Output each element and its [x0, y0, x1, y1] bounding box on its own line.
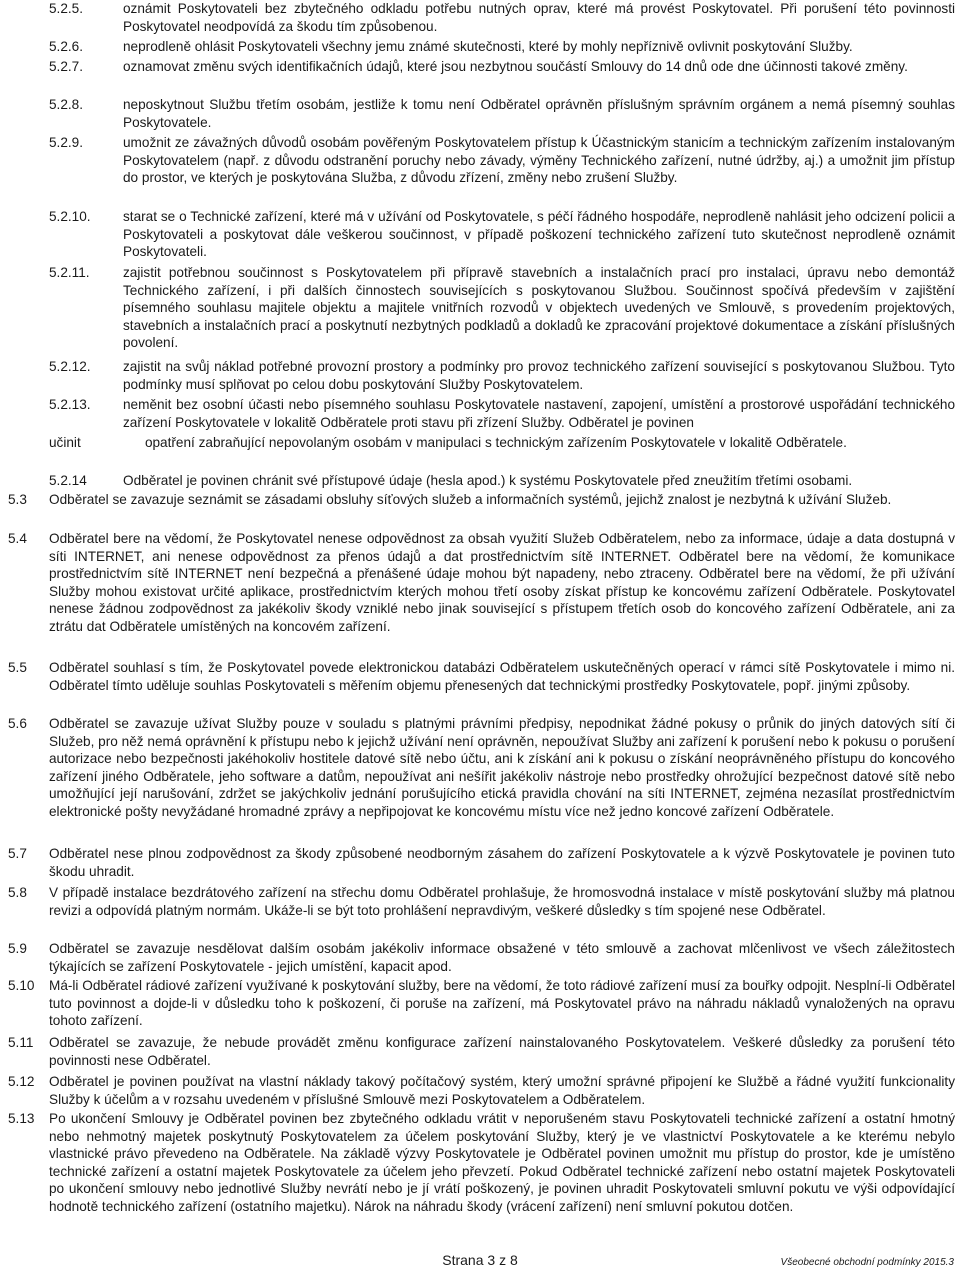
section-number: 5.11 [8, 1035, 34, 1050]
section-number: 5.8 [8, 885, 27, 900]
item-text: umožnit ze závažných důvodů osobám pověřeným Poskytovatelem přístup k Účastnickým stanicím a technickým zařízením instalovaným Poskytovatelem (např. z důvodu odstranění poruchy nebo závady, výměny Technického zařízení, nutné údržby, aj.) a umožnit jim přístup do prostor, ve kterých je poskytována Služba, z důvodu zřízení, změny nebo zrušení Služby. [123, 135, 955, 186]
item-number: 5.2.14 [49, 473, 87, 488]
item-text: Odběratel je povinen chránit své přístupové údaje (hesla apod.) k systému Poskytovatele před zneužitím třetími osobami. [123, 473, 853, 488]
section-text: Odběratel se zavazuje užívat Služby pouze v souladu s platnými právními předpisy, nepodnikat žádné pokusy o průnik do jiných datových sítí či Služeb, pro něž nemá oprávnění k přístupu nebo k jejichž užívání není oprávněn, nepoužívat Služby ani zařízení k porušení nebo k pokusu o porušení autorizace nebo bezpečnosti jakéhokoliv hostitele datové sítě nebo účtu, ani k získání ani k pokusu o získání neoprávněného přístupu do koncového zařízení jiného Odběratele, jeho software a datům, nepoužívat ani nešířit jakékoliv nástroje nebo prostředky ohrožující bezpečnost datové sítě nebo umožňující její narušování, zdržet se jakýchkoliv jednání porušujícího etická pravidla chování na síti INTERNET, zejména nezasílat prostřednictvím elektronické pošty nevyžádané hromadné zprávy a nepřipojovat ke koncovému místu více než jedno koncové zařízení Odběratele. [49, 716, 955, 819]
section-text: Odběratel bere na vědomí, že Poskytovatel nenese odpovědnost za obsah využití Služeb Odběratelem, nebo za informace, údaje a data dostupná v síti INTERNET, ani nenese odpovědnost za přenos údajů a dat prostřednictvím sítě INTERNET. Odběratel bere na vědomí, že komunikace prostřednictvím sítě INTERNET není bezpečná a přenášené údaje mohou být napadeny, nebo ztraceny. Odběratel bere na vědomí, že při užívání Služby mohou existovat určité aplikace, prostřednictvím kterých mohou třetí osoby získat přístup ke koncovému zařízení Odběratele. Poskytovatel nenese žádnou zodpovědnost za jakékoliv škody vzniklé nebo jinak související s přístupem třetích osob do koncového zařízení Odběratele, ani za ztrátu dat Odběratele umístěných na koncovém zařízení. [49, 531, 955, 634]
item-number: 5.2.7. [49, 59, 84, 74]
item-text: neposkytnout Službu třetím osobám, jestliže k tomu není Odběratel oprávněn příslušným správním orgánem a nemá písemný souhlas Poskytovatele. [123, 97, 955, 130]
item-number: 5.2.10. [49, 209, 91, 224]
item-text: neprodleně ohlásit Poskytovateli všechny jemu známé skutečnosti, které by mohly nepříznivě ovlivnit poskytování Služby. [123, 39, 853, 54]
section-text: Odběratel nese plnou zodpovědnost za škody způsobené neodborným zásahem do zařízení Poskytovatele a k výzvě Poskytovatele je povinen tuto škodu uhradit. [49, 846, 955, 879]
section-text: Odběratel je povinen používat na vlastní náklady takový počítačový systém, který umožní správné připojení ke Službě a řádné využití funkcionality Služby k účelům a v rozsahu uvedeném v příslušné Smlouvě mezi Poskytovatelem a Odběratelem. [49, 1074, 955, 1107]
section-number: 5.7 [8, 846, 27, 861]
item-text: oznámit Poskytovateli bez zbytečného odkladu potřebu nutných oprav, které má provést Poskytovatel. Při porušení této povinnosti Poskytovatel neodpovídá za škodu tím způsobenou. [123, 1, 955, 34]
item-number: 5.2.9. [49, 135, 84, 150]
item-number: 5.2.8. [49, 97, 84, 112]
item-number: 5.2.13. [49, 397, 91, 412]
section-number: 5.5 [8, 660, 27, 675]
section-number: 5.9 [8, 941, 27, 956]
section-text: Odběratel se zavazuje, že nebude provádět změnu konfigurace zařízení nainstalovaného Poskytovatelem. Veškeré důsledky za porušení této povinnosti nese Odběratel. [49, 1035, 955, 1068]
item-number: 5.2.11. [49, 265, 90, 280]
item-text: oznamovat změnu svých identifikačních údajů, které jsou nezbytnou součástí Smlouvy do 14 dnů ode dne účinnosti takové změny. [123, 59, 908, 74]
item-text-continuation: učinit opatření zabraňující nepovolaným osobám v manipulaci s technickým zařízením Poskytovatele v lokalitě Odběratele. [49, 435, 847, 450]
section-text: Odběratel se zavazuje nesdělovat dalším osobám jakékoliv informace obsažené v této smlouvě a zachovat mlčenlivost ve všech záležitostech týkajících se zařízení Poskytovatele - jejich umístění, kapacit apod. [49, 941, 955, 974]
document-version: Všeobecné obchodní podmínky 2015.3 [780, 1257, 954, 1268]
section-number: 5.4 [8, 531, 27, 546]
item-number: 5.2.5. [49, 1, 84, 16]
item-number: 5.2.6. [49, 39, 84, 54]
section-number: 5.3 [8, 492, 27, 507]
item-text: zajistit na svůj náklad potřebné provozní prostory a podmínky pro provoz technického zařízení související s poskytovanou Službou. Tyto podmínky musí splňovat po celou dobu poskytování Služby Poskytovatelem. [123, 359, 955, 392]
section-text: Má-li Odběratel rádiové zařízení využívané k poskytování služby, bere na vědomí, že toto rádiové zařízení musí za bouřky odpojit. Nesplní-li Odběratel tuto povinnost a dojde-li v důsledku toho k poškození, či poruše na zařízení, má Poskytovatel právo na náhradu nákladů vynaložených na opravu tohoto zařízení. [49, 978, 955, 1029]
item-number: 5.2.12. [49, 359, 91, 374]
section-text: V případě instalace bezdrátového zařízení na střechu domu Odběratel prohlašuje, že hromosvodná instalace v místě poskytování služby má platnou revizi a odpovídá platným normám. Ukáže-li se být toto prohlášení nepravdivým, veškeré důsledky s tím spojené nese Odběratel. [49, 885, 955, 918]
item-text: neměnit bez osobní účasti nebo písemného souhlasu Poskytovatele nastavení, zapojení, umístění a prostorové uspořádání technického zařízení Poskytovatele v lokalitě Odběratele proti stavu při zřízení Služby. Odběratel je povinen [123, 397, 955, 430]
section-text: Odběratel souhlasí s tím, že Poskytovatel povede elektronickou databázi Odběratelem uskutečněných operací v rámci sítě Poskytovatele i mimo ni. Odběratel tímto uděluje souhlas Poskytovateli s měřením objemu přenesených dat technickými prostředky Poskytovatele, popř. jinými způsoby. [49, 660, 955, 693]
item-text: starat se o Technické zařízení, které má v užívání od Poskytovatele, s péčí řádného hospodáře, neprodleně nahlásit jeho odcizení policii a Poskytovateli a poskytovat dále veškerou součinnost, v případě poškození technického zařízení tuto skutečnost neprodleně oznámit Poskytovateli. [123, 209, 955, 260]
section-number: 5.12 [8, 1074, 35, 1089]
section-number: 5.13 [8, 1111, 35, 1126]
section-text: Odběratel se zavazuje seznámit se zásadami obsluhy síťových služeb a informačních systémů, jejichž znalost je nezbytná k užívání Služeb. [49, 492, 892, 507]
page-number: Strana 3 z 8 [442, 1252, 518, 1268]
section-number: 5.6 [8, 716, 27, 731]
item-text: zajistit potřebnou součinnost s Poskytovatelem při přípravě stavebních a instalačních prací pro instalaci, úpravu nebo demontáž Technického zařízení, i při dalších činnostech souvisejících s poskytovanou Službou. Součinnost spočívá především v zajištění písemného souhlasu majitele objektu a majitele vnitřních rozvodů v objektech uvedených ve Smlouvě, s provedením projektových, stavebních a instalačních prací a poskytnutí nezbytných podkladů a dokladů ke zpracování projektové dokumentace a získání příslušných povolení. [123, 265, 955, 351]
section-number: 5.10 [8, 978, 35, 993]
section-text: Po ukončení Smlouvy je Odběratel povinen bez zbytečného odkladu vrátit v neporušeném stavu Poskytovateli technické zařízení a ostatní hmotný nebo nehmotný majetek poskytnutý Poskytovatelem za účelem poskytování Služby, který je ve vlastnictví Poskytovatele a ke kterému nebylo vlastnické právo převedeno na Odběratele. Na základě výzvy Poskytovatele je Odběratel povinen umožnit mu přístup do prostor, kde je umístěno technické zařízení a ostatní majetek Poskytovatele za účelem jeho převzetí. Pokud Odběratel technické zařízení nebo ostatní majetek Poskytovateli po ukončení smlouvy nebo jednotlivé Služby nevrátí nebo je jí vrátí poškozený, je povinen uhradit Poskytovateli smluvní pokutu ve výši odpovídající hodnotě technického zařízení (ostatního majetku). Nárok na náhradu škody (vrácení zařízení) není smluvní pokutou dotčen. [49, 1111, 955, 1214]
